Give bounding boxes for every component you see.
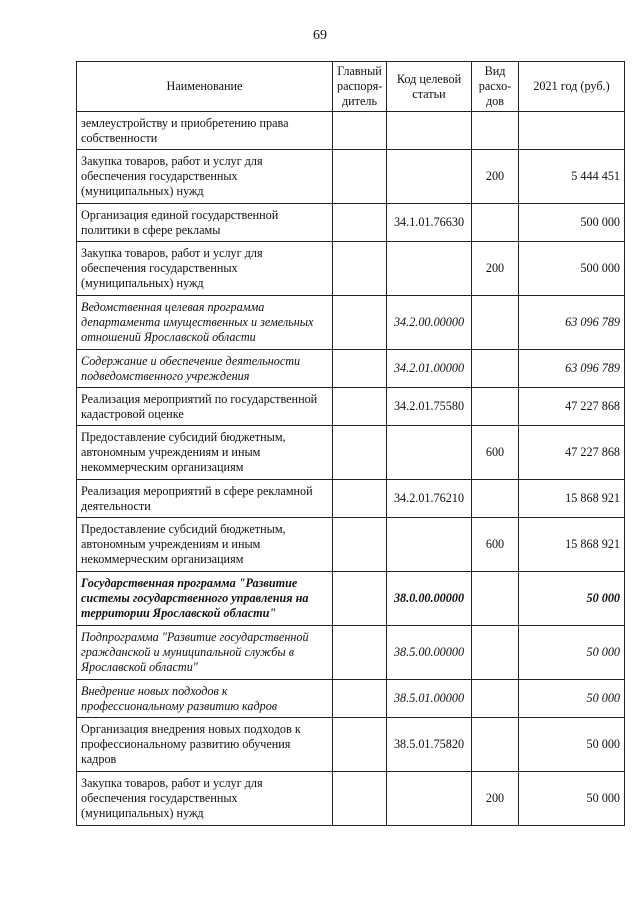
column-header-year-sum: 2021 год (руб.)	[519, 62, 625, 112]
row-manager-cell	[333, 296, 387, 350]
row-name-cell: Предоставление субсидий бюджетным, автономным учреждениям и иным некоммерческим организациям	[77, 518, 333, 572]
row-manager-cell	[333, 718, 387, 772]
row-name-cell: Закупка товаров, работ и услуг для обеспечения государственных (муниципальных) нужд	[77, 242, 333, 296]
row-sum-cell: 47 227 868	[519, 426, 625, 480]
table-row	[77, 296, 625, 350]
row-sum-cell: 5 444 451	[519, 150, 625, 204]
row-name-cell: Подпрограмма "Развитие государственной гражданской и муниципальной службы в Ярославской области"	[77, 626, 333, 680]
row-expense-type-cell	[472, 112, 519, 150]
row-name-cell: Закупка товаров, работ и услуг для обеспечения государственных (муниципальных) нужд	[77, 150, 333, 204]
row-manager-cell	[333, 204, 387, 242]
table-row	[77, 204, 625, 242]
row-name-cell: Организация единой государственной политики в сфере рекламы	[77, 204, 333, 242]
table-row	[77, 572, 625, 626]
row-expense-type-cell: 200	[472, 150, 519, 204]
row-expense-type-cell: 200	[472, 242, 519, 296]
row-expense-type-cell	[472, 680, 519, 718]
table-row	[77, 426, 625, 480]
row-expense-type-cell: 600	[472, 518, 519, 572]
row-code-cell	[387, 242, 472, 296]
row-manager-cell	[333, 242, 387, 296]
row-code-cell	[387, 518, 472, 572]
row-expense-type-cell	[472, 480, 519, 518]
row-sum-cell: 63 096 789	[519, 350, 625, 388]
table-row	[77, 626, 625, 680]
row-manager-cell	[333, 350, 387, 388]
row-manager-cell	[333, 480, 387, 518]
table-row	[77, 350, 625, 388]
row-expense-type-cell	[472, 350, 519, 388]
row-sum-cell: 50 000	[519, 572, 625, 626]
row-manager-cell	[333, 518, 387, 572]
row-expense-type-cell	[472, 388, 519, 426]
row-name-cell: Внедрение новых подходов к профессиональному развитию кадров	[77, 680, 333, 718]
row-code-cell: 34.2.01.00000	[387, 350, 472, 388]
row-sum-cell: 50 000	[519, 718, 625, 772]
row-sum-cell: 500 000	[519, 242, 625, 296]
row-code-cell: 38.5.01.00000	[387, 680, 472, 718]
row-manager-cell	[333, 426, 387, 480]
column-header-main-manager: Главный распоря-дитель	[333, 62, 387, 112]
column-header-expense-type: Вид расхо-дов	[472, 62, 519, 112]
row-manager-cell	[333, 150, 387, 204]
row-code-cell: 34.1.01.76630	[387, 204, 472, 242]
row-name-cell: Государственная программа "Развитие системы государственного управления на территории Ярославской области"	[77, 572, 333, 626]
row-code-cell: 34.2.00.00000	[387, 296, 472, 350]
row-sum-cell: 50 000	[519, 626, 625, 680]
row-name-cell: Ведомственная целевая программа департамента имущественных и земельных отношений Ярославской области	[77, 296, 333, 350]
table-row	[77, 772, 625, 826]
row-manager-cell	[333, 626, 387, 680]
page-number: 69	[313, 28, 327, 43]
row-sum-cell: 47 227 868	[519, 388, 625, 426]
row-manager-cell	[333, 680, 387, 718]
row-sum-cell: 500 000	[519, 204, 625, 242]
row-sum-cell: 50 000	[519, 680, 625, 718]
row-code-cell	[387, 426, 472, 480]
row-code-cell	[387, 772, 472, 826]
row-manager-cell	[333, 572, 387, 626]
row-manager-cell	[333, 388, 387, 426]
table-row	[77, 388, 625, 426]
row-manager-cell	[333, 772, 387, 826]
row-code-cell: 38.5.01.75820	[387, 718, 472, 772]
row-name-cell: землеустройству и приобретению права собственности	[77, 112, 333, 150]
row-name-cell: Реализация мероприятий по государственной кадастровой оценке	[77, 388, 333, 426]
table-row	[77, 480, 625, 518]
row-code-cell: 38.0.00.00000	[387, 572, 472, 626]
table-row	[77, 242, 625, 296]
row-name-cell: Закупка товаров, работ и услуг для обеспечения государственных (муниципальных) нужд	[77, 772, 333, 826]
row-code-cell: 38.5.00.00000	[387, 626, 472, 680]
row-code-cell	[387, 112, 472, 150]
row-expense-type-cell	[472, 572, 519, 626]
row-expense-type-cell	[472, 718, 519, 772]
table-row	[77, 112, 625, 150]
row-expense-type-cell: 600	[472, 426, 519, 480]
table-header-row	[77, 62, 625, 112]
row-name-cell: Содержание и обеспечение деятельности подведомственного учреждения	[77, 350, 333, 388]
row-sum-cell: 15 868 921	[519, 480, 625, 518]
table-row	[77, 150, 625, 204]
row-sum-cell: 50 000	[519, 772, 625, 826]
table-row	[77, 518, 625, 572]
row-manager-cell	[333, 112, 387, 150]
row-expense-type-cell: 200	[472, 772, 519, 826]
table-row	[77, 718, 625, 772]
row-sum-cell	[519, 112, 625, 150]
row-name-cell: Предоставление субсидий бюджетным, автономным учреждениям и иным некоммерческим организациям	[77, 426, 333, 480]
column-header-target-code: Код целевой статьи	[387, 62, 472, 112]
table-body	[77, 112, 625, 826]
row-name-cell: Реализация мероприятий в сфере рекламной деятельности	[77, 480, 333, 518]
row-sum-cell: 63 096 789	[519, 296, 625, 350]
row-code-cell	[387, 150, 472, 204]
column-header-name: Наименование	[77, 62, 333, 112]
row-name-cell: Организация внедрения новых подходов к профессиональному развитию обучения кадров	[77, 718, 333, 772]
row-code-cell: 34.2.01.75580	[387, 388, 472, 426]
row-expense-type-cell	[472, 296, 519, 350]
budget-table	[76, 61, 625, 826]
row-expense-type-cell	[472, 626, 519, 680]
table-row	[77, 680, 625, 718]
row-sum-cell: 15 868 921	[519, 518, 625, 572]
row-code-cell: 34.2.01.76210	[387, 480, 472, 518]
row-expense-type-cell	[472, 204, 519, 242]
